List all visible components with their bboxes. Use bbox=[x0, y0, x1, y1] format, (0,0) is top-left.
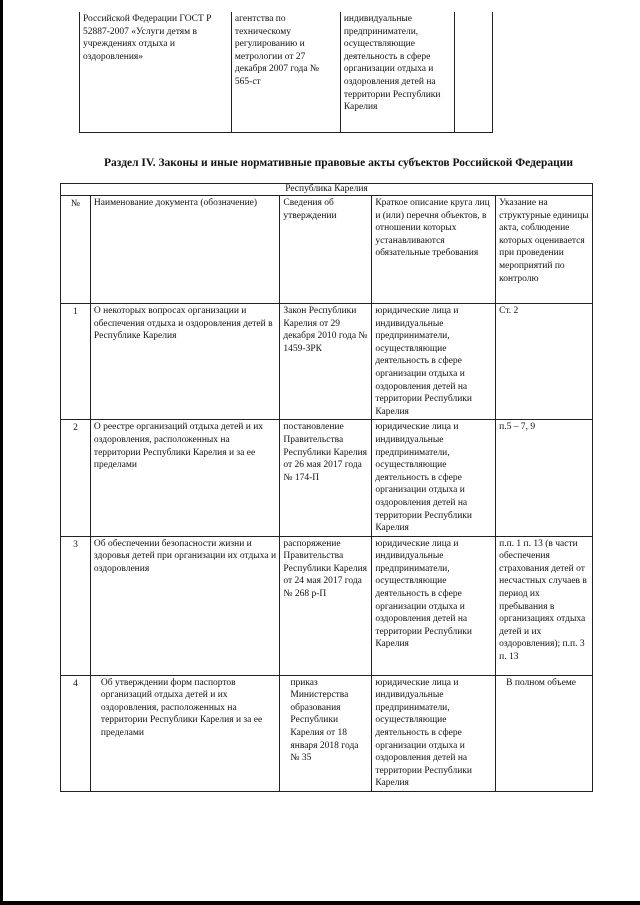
approval-info: приказ Министерства образования Республики Карелия от 18 января 2018 года № 35 bbox=[280, 675, 372, 791]
column-header-desc: Краткое описание круга лиц и (или) перечня объектов, в отношении которых устанавливаются обязательные требования bbox=[372, 196, 496, 304]
continued-table bbox=[79, 12, 493, 133]
row-number: 2 bbox=[61, 420, 91, 536]
table-row bbox=[61, 536, 593, 675]
approval-info: постановление Правительства Республики Карелия от 26 мая 2017 года № 174-П bbox=[280, 420, 372, 536]
scope-cell: индивидуальные предприниматели, осуществляющие деятельность в сфере организации отдыха и оздоровления детей на территории Республики Карелия bbox=[340, 12, 454, 133]
scope-description: юридические лица и индивидуальные предприниматели, осуществляющие деятельность в сфере организации отдыха и оздоровления детей на территории Республики Карелия bbox=[372, 420, 496, 536]
document-name: О реестре организаций отдыха детей и их оздоровления, расположенных на территории Республики Карелия и за ее пределами bbox=[90, 420, 279, 536]
scan-edge-left bbox=[0, 0, 3, 905]
approval-info: распоряжение Правительства Республики Карелия от 24 мая 2017 года № 268 р-П bbox=[280, 536, 372, 675]
region-row bbox=[61, 184, 593, 196]
row-number: 3 bbox=[61, 536, 91, 675]
document-name: Об обеспечении безопасности жизни и здоровья детей при организации их отдыха и оздоровления bbox=[90, 536, 279, 675]
header-row bbox=[61, 196, 593, 304]
column-header-units: Указание на структурные единицы акта, соблюдение которых оценивается при проведении мероприятий по контролю bbox=[496, 196, 593, 304]
structural-units: п.5 – 7, 9 bbox=[496, 420, 593, 536]
table-row bbox=[61, 420, 593, 536]
region-heading: Республика Карелия bbox=[61, 184, 593, 196]
scan-edge-bottom bbox=[0, 901, 640, 905]
column-header-info: Сведения об утверждении bbox=[280, 196, 372, 304]
table-row bbox=[80, 12, 493, 133]
scope-description: юридические лица и индивидуальные предприниматели, осуществляющие деятельность в сфере организации отдыха и оздоровления детей на территории Республики Карелия bbox=[372, 304, 496, 420]
regional-acts-table bbox=[60, 183, 593, 792]
document-name: О некоторых вопросах организации и обеспечения отдыха и оздоровления детей в Республике Карелия bbox=[90, 304, 279, 420]
scope-description: юридические лица и индивидуальные предприниматели, осуществляющие деятельность в сфере организации отдыха и оздоровления детей на территории Республики Карелия bbox=[372, 675, 496, 791]
row-number: 1 bbox=[61, 304, 91, 420]
column-header-num: № bbox=[61, 196, 91, 304]
scope-description: юридические лица и индивидуальные предприниматели, осуществляющие деятельность в сфере организации отдыха и оздоровления детей на территории Республики Карелия bbox=[372, 536, 496, 675]
document-name: Об утверждении форм паспортов организаций отдыха детей и их оздоровления, расположенных на территории Республики Карелия и за ее пределами bbox=[90, 675, 279, 791]
approval-cell: агентства по техническому регулированию и метрологии от 27 декабря 2007 года № 565-ст bbox=[231, 12, 340, 133]
table-row bbox=[61, 304, 593, 420]
structural-units: Ст. 2 bbox=[496, 304, 593, 420]
table-row bbox=[61, 675, 593, 791]
section-title: Раздел IV. Законы и иные нормативные правовые акты субъектов Российской Федерации bbox=[104, 157, 574, 169]
standard-name-cell: Российской Федерации ГОСТ Р 52887-2007 «Услуги детям в учреждениях отдыха и оздоровления» bbox=[80, 12, 232, 133]
column-header-name: Наименование документа (обозначение) bbox=[90, 196, 279, 304]
row-number: 4 bbox=[61, 675, 91, 791]
structural-units: п.п. 1 п. 13 (в части обеспечения страхования детей от несчастных случаев в период их пребывания в организациях отдыха детей и их оздоровления); п.п. 3 п. 13 bbox=[496, 536, 593, 675]
structural-units: В полном объеме bbox=[496, 675, 593, 791]
approval-info: Закон Республики Карелия от 29 декабря 2010 года № 1459-ЗРК bbox=[280, 304, 372, 420]
units-cell bbox=[454, 12, 492, 133]
